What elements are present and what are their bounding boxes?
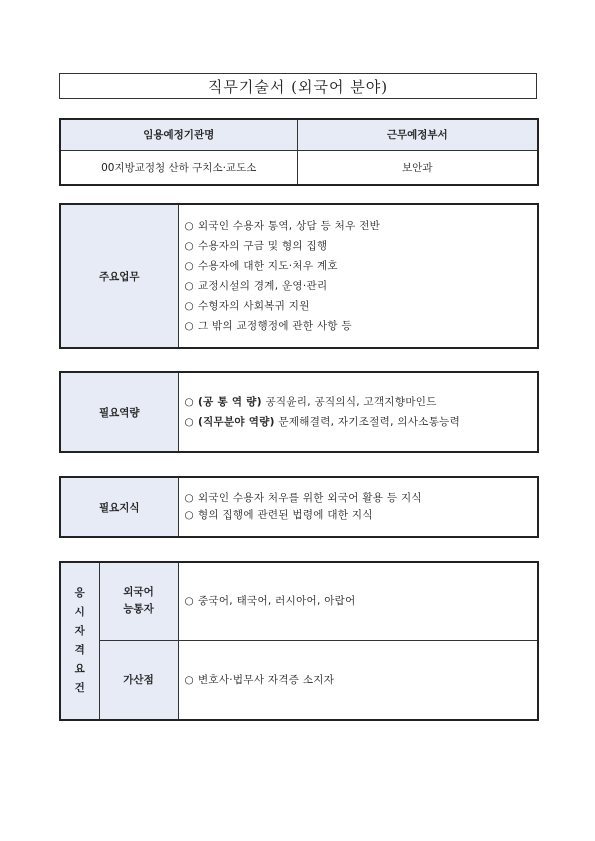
label-char: 건 [74, 682, 85, 694]
list-item-text: 외국인 수용자 처우를 위한 외국어 활용 등 지식 [197, 492, 422, 504]
bonus-points-label: 가산점 [99, 640, 178, 720]
list-item-text: 형의 집행에 관련된 법령에 대한 지식 [197, 509, 373, 521]
label-line: 능통자 [123, 603, 154, 616]
list-item [185, 490, 538, 507]
bullet-icon: ○ [184, 220, 194, 232]
list-item [185, 256, 538, 276]
competency-list [178, 372, 538, 452]
list-item-text: 외국인 수용자 통역, 상담 등 처우 전반 [197, 220, 381, 232]
bullet-icon: ○ [184, 396, 194, 408]
agency-value: 00지방교정청 산하 구치소·교도소 [60, 150, 297, 185]
list-item-text: 문제해결력, 자기조절력, 의사소통능력 [274, 416, 461, 428]
list-item-text: 수용자의 구금 및 형의 집행 [197, 240, 328, 252]
label-char: 격 [74, 644, 85, 656]
competency-table [59, 371, 539, 453]
knowledge-list [178, 477, 538, 537]
competency-category: (직무분야 역량) [197, 416, 275, 428]
bullet-icon: ○ [184, 320, 194, 332]
qualification-table [59, 561, 539, 721]
qualification-label [60, 562, 99, 720]
list-item-text: 그 밖의 교정행정에 관한 사항 등 [197, 320, 352, 332]
bullet-icon: ○ [184, 595, 194, 608]
list-item [185, 392, 538, 412]
list-item-text: 변호사·법무사 자격증 소지자 [197, 673, 335, 686]
list-item [185, 591, 538, 611]
list-item-text: 공직윤리, 공직의식, 고객지향마인드 [261, 396, 437, 408]
list-item-text: 중국어, 태국어, 러시아어, 아랍어 [197, 595, 356, 608]
duties-list [178, 204, 538, 348]
list-item [185, 296, 538, 316]
list-item [185, 276, 538, 296]
knowledge-table [59, 476, 539, 538]
list-item [185, 670, 538, 690]
duties-table [59, 203, 539, 349]
list-item [185, 316, 538, 336]
list-item [185, 216, 538, 236]
bullet-icon: ○ [184, 492, 194, 504]
bullet-icon: ○ [184, 240, 194, 252]
document-title-text: 직무기술서 (외국어 분야) [207, 77, 389, 96]
knowledge-label: 필요지식 [60, 477, 178, 537]
label-char: 요 [74, 663, 85, 675]
list-item-text: 수용자에 대한 지도·처우 계호 [197, 260, 338, 272]
list-item-text: 교정시설의 경계, 운영·관리 [197, 280, 328, 292]
document-title [59, 73, 537, 99]
list-item-text: 수형자의 사회복귀 지원 [197, 300, 310, 312]
language-list [178, 562, 538, 640]
bullet-icon: ○ [184, 509, 194, 521]
department-header: 근무예정부서 [297, 119, 538, 150]
bullet-icon: ○ [184, 416, 194, 428]
competency-label: 필요역량 [60, 372, 178, 452]
label-char: 시 [74, 606, 85, 618]
bullet-icon: ○ [184, 260, 194, 272]
label-line: 외국어 [123, 586, 154, 599]
bullet-icon: ○ [184, 673, 194, 686]
agency-header: 임용예정기관명 [60, 119, 297, 150]
department-value: 보안과 [297, 150, 538, 185]
label-char: 응 [74, 587, 85, 599]
list-item [185, 412, 538, 432]
duties-label: 주요업무 [60, 204, 178, 348]
competency-category: (공 통 역 량) [197, 396, 262, 408]
agency-table [59, 118, 539, 186]
label-char: 자 [74, 625, 85, 637]
language-fluency-label [99, 562, 178, 640]
bullet-icon: ○ [184, 280, 194, 292]
bullet-icon: ○ [184, 300, 194, 312]
bonus-list [178, 640, 538, 720]
list-item [185, 507, 538, 524]
list-item [185, 236, 538, 256]
